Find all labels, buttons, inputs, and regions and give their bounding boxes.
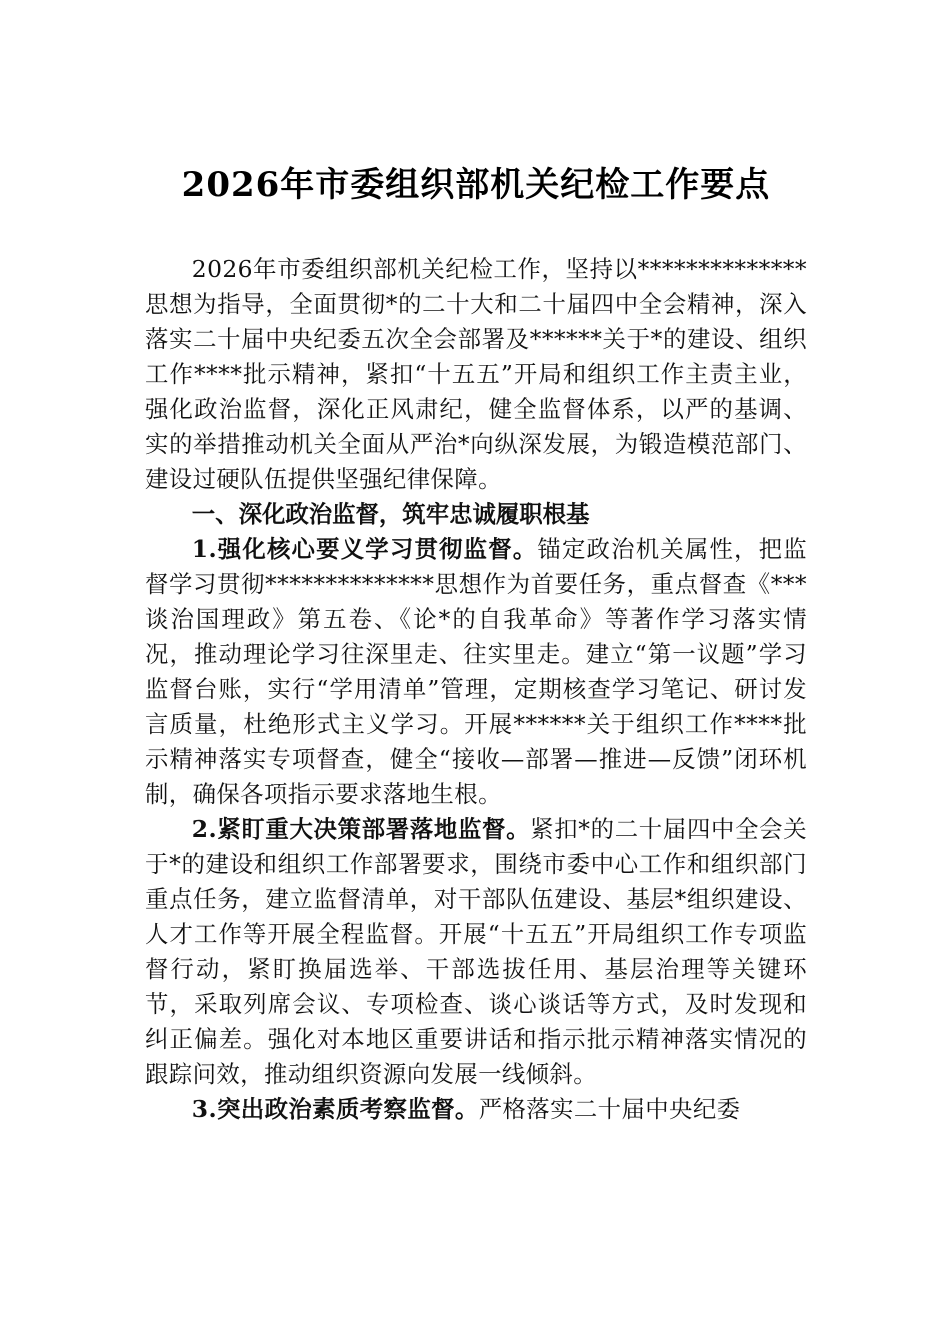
item-paragraph-2: [145, 812, 807, 1092]
item-body-2: 紧扣*的二十届四中全会关于*的建设和组织工作部署要求，围绕市委中心工作和组织部门重点任务，建立监督清单，对干部队伍建设、基层*组织建设、人才工作等开展全程监督。开展“十五五”开局组织工作专项监督行动，紧盯换届选举、干部选拔任用、基层治理等关键环节，采取列席会议、专项检查、谈心谈话等方式，及时发现和纠正偏差。强化对本地区重要讲话和指示批示精神落实情况的跟踪问效，推动组织资源向发展一线倾斜。: [145, 815, 808, 1088]
item-lead-3: 3.突出政治素质考察监督。: [191, 1095, 479, 1123]
item-paragraph-3: [145, 1092, 807, 1127]
document-page: [145, 150, 807, 1127]
item-lead-1: 1.强化核心要义学习贯彻监督。: [191, 535, 538, 563]
page-title: 2026年市委组织部机关纪检工作要点: [181, 165, 771, 205]
item-paragraph-1: [145, 532, 807, 812]
section-heading: 一、深化政治监督，筑牢忠诚履职根基: [191, 500, 590, 528]
intro-paragraph: 2026年市委组织部机关纪检工作，坚持以**************思想为指导，全面贯彻*的二十大和二十届四中全会精神，深入落实二十届中央纪委五次全会部署及******关于*的建设、组织工作****批示精神，紧扣“十五五”开局和组织工作主责主业，强化政治监督，深化正风肃纪，健全监督体系，以严的基调、实的举措推动机关全面从严治*向纵深发展，为锻造模范部门、建设过硬队伍提供坚强纪律保障。: [145, 255, 807, 493]
item-body-3: 严格落实二十届中央纪委: [478, 1095, 741, 1123]
item-body-1: 锚定政治机关属性，把监督学习贯彻**************思想作为首要任务，重点督查《***谈治国理政》第五卷、《论*的自我革命》等著作学习落实情况，推动理论学习往深里走、往实里走。建立“第一议题”学习监督台账，实行“学用清单”管理，定期核查学习笔记、研讨发言质量，杜绝形式主义学习。开展******关于组织工作****批示精神落实专项督查，健全“接收—部署—推进—反馈”闭环机制，确保各项指示要求落地生根。: [145, 535, 808, 808]
item-lead-2: 2.紧盯重大决策部署落地监督。: [191, 815, 531, 843]
